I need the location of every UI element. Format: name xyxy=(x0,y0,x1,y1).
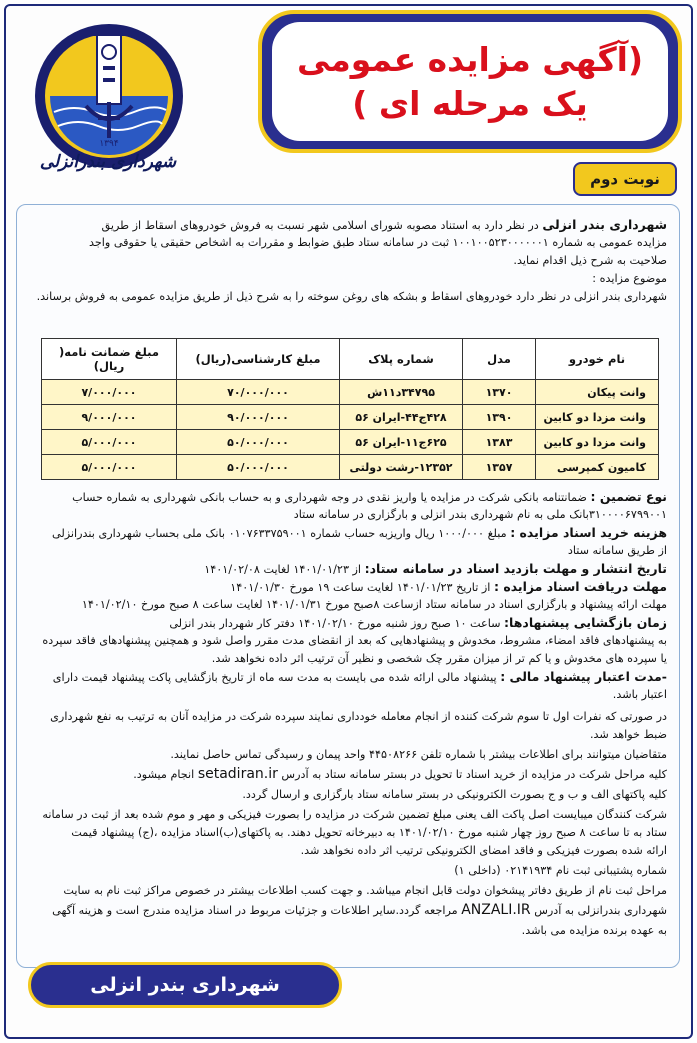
bidders-line-2: ستاد به تا ساعت ۸ صبح روز چهار شنبه مورخ ۱۴۰۱/۰۲/۱۰ به دبیرخانه تحویل دهند. به پاکتهای(ب)اسناد مزایده ،(ج) پیشنهاد قیمت xyxy=(71,826,667,839)
receive-text: از تاریخ ۱۴۰۱/۰۱/۲۳ لغایت ساعت ۱۹ مورخ ۱۴۰۱/۰۱/۳۰ xyxy=(230,581,494,594)
cell-model: ۱۳۷۰ xyxy=(463,380,536,405)
subject-text: شهرداری بندر انزلی در نظر دارد خودروهای اسقاط و بشکه های روغن سوخته را به شرح ذیل از طریق مزایده عمومی به فروش برساند. xyxy=(36,290,667,303)
envelopes-line: کلیه پاکتهای الف و ب و ج بصورت الکترونیکی در بستر سامانه ستاد بارگزاری و ارسال گردد. xyxy=(242,788,667,801)
intro-text-1: در نظر دارد به استناد مصوبه شورای اسلامی شهر نسبت به فروش خودروهای اسقاط از طریق xyxy=(101,219,543,232)
cell-model: ۱۳۹۰ xyxy=(463,405,536,430)
doc-cost-line-1 xyxy=(52,524,667,542)
cell-appraisal: ۵۰/۰۰۰/۰۰۰ xyxy=(177,455,340,480)
support-line: شماره پشتیبانی ثبت نام ۰۲۱۴۱۹۳۴ (داخلی ۱) xyxy=(454,864,667,877)
registration-pre: شهرداری بندرانزلی به آدرس xyxy=(530,904,667,917)
doc-cost-label: هزینه خرید اسناد مزایده : xyxy=(510,525,667,540)
guarantee-line-1 xyxy=(72,488,667,506)
table-header-row xyxy=(42,339,659,380)
intro-line-2: مزایده عمومی به شماره ۱۰۰۱۰۰۵۲۳۰۰۰۰۰۰۱ ثبت در سامانه ستاد طبق ضوابط و مقررات به اشخاص حقیقی یا حقوقی واجد xyxy=(89,236,667,249)
cell-guarantee: ۷/۰۰۰/۰۰۰ xyxy=(42,380,177,405)
registration-line-1: مراحل ثبت نام از طریق دفاتر پیشخوان دولت قابل انجام میباشد. و جهت کسب اطلاعات بیشتر در خصوص مراکز ثبت نام به سایت xyxy=(63,884,667,897)
registration-line-2 xyxy=(52,902,667,919)
setad-pre: کلیه مراحل شرکت در مزایده از خرید اسناد تا تحویل در بستر سامانه ستاد به آدرس xyxy=(277,768,667,781)
logo-caption: شهرداری بندرانزلی xyxy=(39,152,177,172)
publish-line xyxy=(204,560,667,578)
winners-line-1: در صورتی که نفرات اول تا سوم شرکت کننده از انجام معامله خودداری نمایند سپرده شرکت در مزایده آنان به ترتیب به نفع شهرداری xyxy=(50,710,667,723)
title-inner xyxy=(272,22,668,141)
turn-badge: نوبت دوم xyxy=(573,162,677,196)
col-header-appraisal: مبلغ کارشناسی(ریال) xyxy=(177,339,340,380)
deadline-line: مهلت ارائه پیشنهاد و بارگزاری اسناد در سامانه ستاد ازساعت ۸صبح مورخ ۱۴۰۱/۰۱/۳۱ لغایت ساعت ۸ صبح مورخ ۱۴۰۱/۰۲/۱۰ xyxy=(81,598,667,611)
col-header-plate: شماره پلاک xyxy=(340,339,463,380)
cell-appraisal: ۷۰/۰۰۰/۰۰۰ xyxy=(177,380,340,405)
cell-model: ۱۳۵۷ xyxy=(463,455,536,480)
rule-line-2: یا سپرده های مخدوش و یا کم تر از میزان مقرر چک شخصی و نظیر آن ترتیب اثر داده نخواهد شد. xyxy=(211,652,667,665)
col-header-model: مدل xyxy=(463,339,536,380)
validity-line-2: اعتبار باشد. xyxy=(612,688,667,701)
publish-text: از ۱۴۰۱/۰۱/۲۳ لغایت ۱۴۰۱/۰۲/۰۸ xyxy=(204,563,365,576)
doc-cost-text: مبلغ ۱۰۰۰/۰۰۰ ریال واریزبه حساب شماره ۰۱۰۷۶۳۳۷۵۹۰۰۱ بانک ملی بحساب شهرداری بندرانزلی xyxy=(52,527,511,540)
cell-plate: ۴۲۸ج۴۴-ایران ۵۶ xyxy=(340,405,463,430)
cell-guarantee: ۵/۰۰۰/۰۰۰ xyxy=(42,455,177,480)
logo-year: ۱۳۹۴ xyxy=(99,139,119,149)
subject-label: موضوع مزایده : xyxy=(592,272,667,285)
setad-line xyxy=(133,766,667,783)
setad-url: setadiran.ir xyxy=(197,766,278,782)
cell-guarantee: ۹/۰۰۰/۰۰۰ xyxy=(42,405,177,430)
table-row xyxy=(42,430,659,455)
footer-signature: شهرداری بندر انزلی xyxy=(28,962,342,1008)
intro-line-1 xyxy=(102,216,667,234)
validity-text: پیشنهاد مالی ارائه شده می بایست به مدت سه ماه از تاریخ بازگشایی پاکت پیشنهاد قیمت دارای xyxy=(52,671,501,684)
opening-label: زمان بازگشایی پیشنهادها: xyxy=(504,615,667,630)
opening-line xyxy=(169,614,667,632)
intro-line-3: صلاحیت به شرح ذیل اقدام نماید. xyxy=(513,254,667,267)
table-row xyxy=(42,405,659,430)
cell-plate: ۶۲۵ج۱۱-ایران ۵۶ xyxy=(340,430,463,455)
receive-line xyxy=(230,578,667,596)
rule-line-1: به پیشنهادهای فاقد امضاء، مشروط، مخدوش و پیشنهادهایی که بعد از انقضای مدت مقرر واصل شود و همچنین پیشنهادهای فاقد سپرده xyxy=(42,634,667,647)
validity-label: -مدت اعتبار پیشنهاد مالی : xyxy=(500,669,667,684)
registration-post: مراجعه گردد.سایر اطلاعات و جزئیات مربوط در اسناد مزایده مندرج است و هزینه آگهی xyxy=(52,904,462,917)
bidders-line-3: ارائه شده بصورت فیزیکی و فاقد امضای الکترونیکی ترتیب اثر داده نخواهد شد. xyxy=(300,844,667,857)
cell-appraisal: ۹۰/۰۰۰/۰۰۰ xyxy=(177,405,340,430)
vehicles-table xyxy=(41,338,659,480)
col-header-guarantee: مبلغ ضمانت نامه( ریال) xyxy=(42,339,177,380)
cell-plate: ۳۴۷۹۵د۱۱ش xyxy=(340,380,463,405)
publish-label: تاریخ انتشار و مهلت بازدید اسناد در سامانه ستاد: xyxy=(364,561,667,576)
registration-line-3: به عهده برنده مزایده می باشد. xyxy=(521,924,667,937)
title-line-1: (آگهی مزایده عمومی xyxy=(296,39,644,79)
guarantee-text: ضمانتنامه بانکی شرکت در مزایده یا واریز نقدی در وجه شهرداری و به حساب بانکی شهرداری به شماره حساب xyxy=(72,491,591,504)
cell-name: وانت مزدا دو کابین xyxy=(536,405,659,430)
validity-line-1 xyxy=(53,668,667,686)
table-row xyxy=(42,455,659,480)
opening-text: ساعت ۱۰ صبح روز شنبه مورخ ۱۴۰۱/۰۲/۱۰ دفتر کار شهردار بندر انزلی xyxy=(169,617,505,630)
receive-label: مهلت دریافت اسناد مزایده : xyxy=(493,579,667,594)
cell-appraisal: ۵۰/۰۰۰/۰۰۰ xyxy=(177,430,340,455)
cell-model: ۱۳۸۳ xyxy=(463,430,536,455)
cell-name: وانت پیکان xyxy=(536,380,659,405)
doc-cost-line-2: از طریق سامانه ستاد xyxy=(567,544,667,557)
cell-name: وانت مزدا دو کابین xyxy=(536,430,659,455)
winners-line-2: ضبط خواهد شد. xyxy=(590,728,667,741)
bidders-line-1: شرکت کنندگان میبایست اصل پاکت الف یعنی مبلغ تضمین شرکت در مزایده را بصورت فیزیکی و مهر و موم شده بعد از ثبت در سامانه xyxy=(42,808,667,821)
contact-line: متقاضیان میتوانند برای اطلاعات بیشتر با شماره تلفن ۴۴۵۰۸۲۶۶ واحد پیمان و رسیدگی تماس حاصل نمایند. xyxy=(170,748,667,761)
anzali-url: ANZALI.IR xyxy=(461,902,531,918)
guarantee-label: نوع تضمین : xyxy=(590,489,667,504)
intro-lead: شهرداری بندر انزلی xyxy=(542,217,667,232)
table-row xyxy=(42,380,659,405)
setad-post: انجام میشود. xyxy=(133,768,198,781)
col-header-name: نام خودرو xyxy=(536,339,659,380)
title-line-2: یک مرحله ای ) xyxy=(352,83,588,123)
guarantee-line-2: ۳۱۰۰۰۰۶۷۹۹۰۰۱بانک ملی به نام شهرداری بندر انزلی و بارگزاری در سامانه ستاد xyxy=(293,508,667,521)
cell-plate: ۱۲۳۵۲-رشت دولتی xyxy=(340,455,463,480)
cell-name: کامیون کمپرسی xyxy=(536,455,659,480)
cell-guarantee: ۵/۰۰۰/۰۰۰ xyxy=(42,430,177,455)
title-banner xyxy=(258,10,682,153)
